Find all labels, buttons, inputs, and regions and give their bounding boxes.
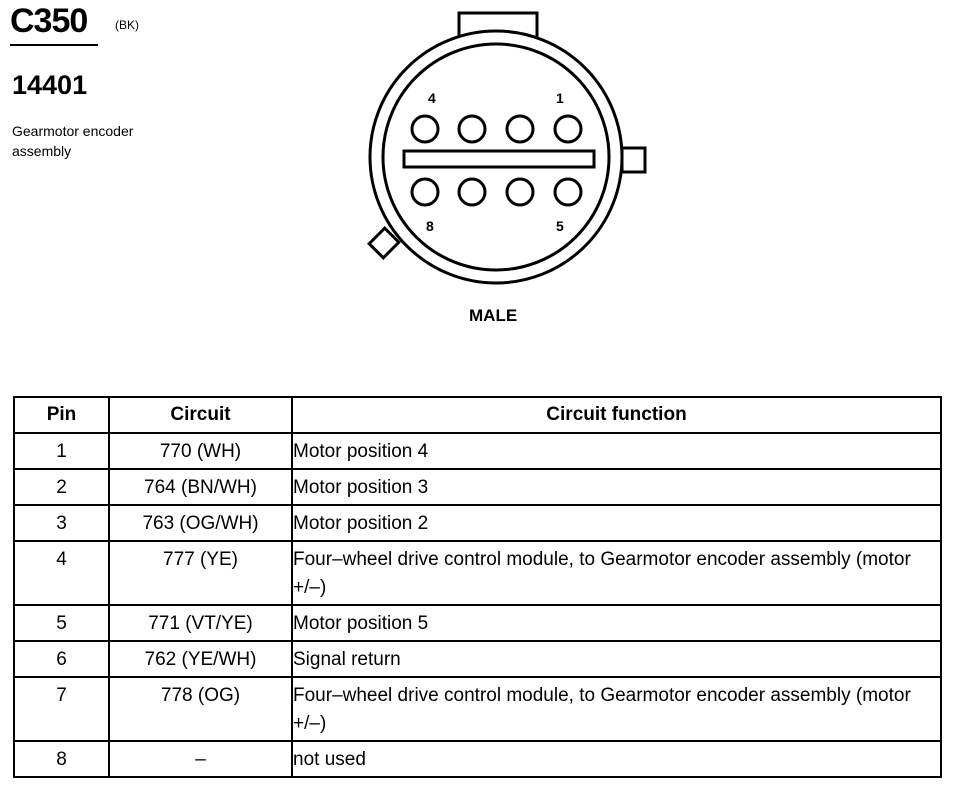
table-row — [14, 541, 941, 605]
cell-function: Motor position 5 — [292, 605, 941, 641]
table-row — [14, 505, 941, 541]
pinout-table — [13, 396, 942, 778]
connector-key-right — [622, 148, 645, 172]
cell-function: Motor position 3 — [292, 469, 941, 505]
cell-circuit: – — [109, 741, 292, 777]
component-number: 14401 — [12, 70, 88, 100]
pin-cavity-5 — [555, 179, 581, 205]
connector-gender-label: MALE — [469, 306, 518, 325]
pin-cavity-2 — [507, 116, 533, 142]
cell-pin: 7 — [14, 677, 109, 741]
component-description: Gearmotor encoder assembly — [12, 123, 134, 159]
cell-circuit: 771 (VT/YE) — [109, 605, 292, 641]
connector-center-bar — [404, 151, 594, 167]
header-circuit-function: Circuit function — [292, 397, 941, 433]
table-row — [14, 605, 941, 641]
table-row — [14, 469, 941, 505]
cell-circuit: 778 (OG) — [109, 677, 292, 741]
cell-circuit: 762 (YE/WH) — [109, 641, 292, 677]
cell-circuit: 770 (WH) — [109, 433, 292, 469]
cell-pin: 3 — [14, 505, 109, 541]
table-row — [14, 641, 941, 677]
cell-pin: 8 — [14, 741, 109, 777]
table-row — [14, 433, 941, 469]
cell-pin: 4 — [14, 541, 109, 605]
cell-function: Four–wheel drive control module, to Gearmotor encoder assembly (motor +/–) — [292, 541, 941, 605]
cell-circuit: 763 (OG/WH) — [109, 505, 292, 541]
cell-pin: 6 — [14, 641, 109, 677]
cell-function: Four–wheel drive control module, to Gearmotor encoder assembly (motor +/–) — [292, 677, 941, 741]
table-row — [14, 677, 941, 741]
cell-circuit: 764 (BN/WH) — [109, 469, 292, 505]
pin-label-top-right: 1 — [556, 90, 564, 106]
pin-cavity-8 — [412, 179, 438, 205]
connector-color: (BK) — [115, 18, 139, 32]
pin-label-bottom-right: 5 — [556, 218, 564, 234]
connector-face-diagram — [0, 0, 953, 390]
cell-pin: 5 — [14, 605, 109, 641]
table-header-row — [14, 397, 941, 433]
connector-id: C350 — [10, 2, 88, 40]
pin-label-top-left: 4 — [428, 90, 436, 106]
pin-cavity-7 — [459, 179, 485, 205]
cell-function: Motor position 2 — [292, 505, 941, 541]
pin-cavity-3 — [459, 116, 485, 142]
table-row — [14, 741, 941, 777]
pin-cavity-4 — [412, 116, 438, 142]
cell-function: not used — [292, 741, 941, 777]
cell-function: Signal return — [292, 641, 941, 677]
header-circuit: Circuit — [109, 397, 292, 433]
pin-cavity-6 — [507, 179, 533, 205]
cell-function: Motor position 4 — [292, 433, 941, 469]
pin-cavity-1 — [555, 116, 581, 142]
cell-pin: 1 — [14, 433, 109, 469]
pin-label-bottom-left: 8 — [426, 218, 434, 234]
header-pin: Pin — [14, 397, 109, 433]
cell-circuit: 777 (YE) — [109, 541, 292, 605]
cell-pin: 2 — [14, 469, 109, 505]
